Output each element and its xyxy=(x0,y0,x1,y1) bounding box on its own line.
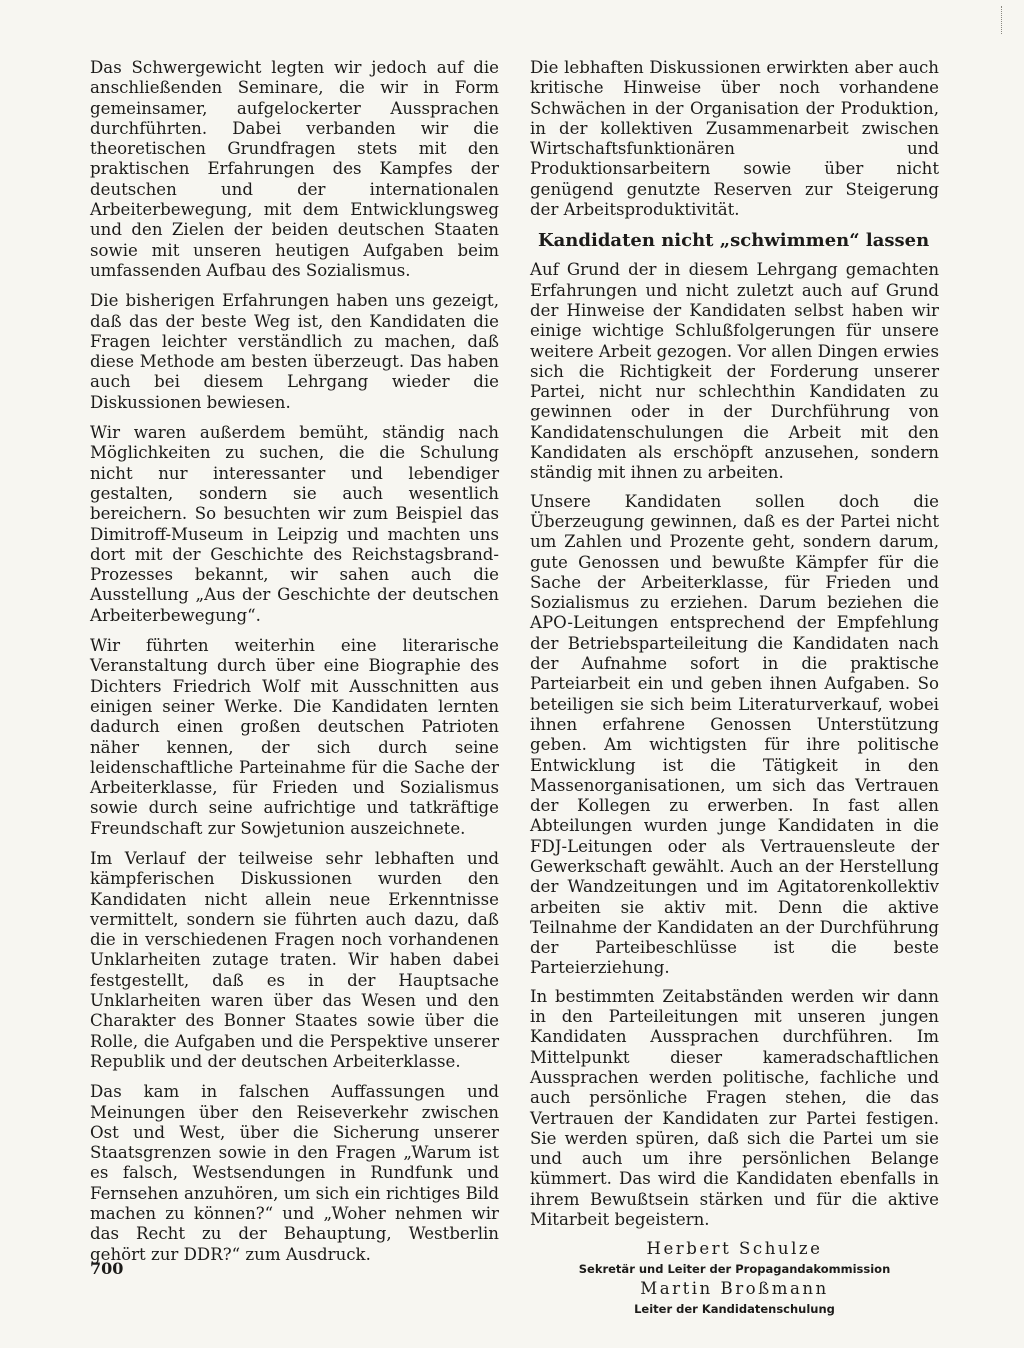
left-paragraph-6: Das kam in falschen Auffassungen und Meinungen über den Reiseverkehr zwischen Ost und West, über die Sicherung unserer Staatsgrenzen sowie in den Fragen „Warum ist es falsch, Westsendungen in Rundfunk und Fernsehen anzuhören, um sich ein richtiges Bild machen zu können?“ und „Woher nehmen wir das Recht zu der Behauptung, Westberlin gehört zur DDR?“ zum Ausdruck. xyxy=(90,1082,499,1264)
signature-block xyxy=(530,1238,939,1318)
margin-mark xyxy=(1001,6,1006,34)
page-number: 700 xyxy=(90,1259,124,1278)
left-paragraph-3: Wir waren außerdem bemüht, ständig nach Möglichkeiten zu suchen, die die Schulung nicht nur interessanter und lebendiger gestalten, sondern sie auch wesentlich bereichern. So besuchten wir zum Beispiel das Dimitroff-Museum in Leipzig und machten uns dort mit der Geschichte des Reichstagsbrand-Prozesses bekannt, wir sahen auch die Ausstellung „Aus der Geschichte der deutschen Arbeiterbewegung“. xyxy=(90,423,499,625)
section-heading: Kandidaten nicht „schwimmen“ lassen xyxy=(538,230,930,252)
signature-role-1: Sekretär und Leiter der Propagandakommission xyxy=(578,1262,891,1277)
right-intro-paragraph: Die lebhaften Diskussionen erwirkten aber auch kritische Hinweise über noch vorhandene Schwächen in der Organisation der Produktion, in der kollektiven Zusammenarbeit zwischen Wirtschaftsfunktionären und Produktionsarbeitern sowie über nicht genügend genutzte Reserven zur Steigerung der Arbeitsproduktivität. xyxy=(530,58,939,220)
left-paragraph-2: Die bisherigen Erfahrungen haben uns gezeigt, daß das der beste Weg ist, den Kandidaten die Fragen leichter verständlich zu machen, daß diese Methode am besten überzeugt. Das haben auch bei diesem Lehrgang wieder die Diskussionen bewiesen. xyxy=(90,291,499,412)
signature-name-1: Herbert Schulze xyxy=(646,1239,823,1259)
left-paragraph-1: Das Schwergewicht legten wir jedoch auf die anschließenden Seminare, die wir in Form gemeinsamer, aufgelockerter Aussprachen durchführten. Dabei verbanden wir die theoretischen Grundfragen stets mit den praktischen Erfahrungen des Kampfes der deutschen und der internationalen Arbeiterbewegung, mit dem Entwicklungsweg und den Zielen der beiden deutschen Staaten sowie mit unseren heutigen Aufgaben beim umfassenden Aufbau des Sozialismus. xyxy=(90,58,499,280)
left-paragraph-4: Wir führten weiterhin eine literarische Veranstaltung durch über eine Biographie des Dichters Friedrich Wolf mit Ausschnitten aus einigen seiner Werke. Die Kandidaten lernten dadurch einen großen deutschen Patrioten näher kennen, der sich durch seine leidenschaftliche Parteinahme für die Sache der Arbeiterklasse, für Frieden und Sozialismus sowie durch seine aufrichtige und tatkräftige Freundschaft zur Sowjetunion auszeichnete. xyxy=(90,636,499,838)
signature-name-2: Martin Broßmann xyxy=(640,1279,829,1299)
right-paragraph-1: Auf Grund der in diesem Lehrgang gemachten Erfahrungen und nicht zuletzt auch auf Grund der Hinweise der Kandidaten selbst haben wir einige wichtige Schlußfolgerungen für unsere weitere Arbeit gezogen. Vor allen Dingen erwies sich die Richtigkeit der Forderung unserer Partei, nicht nur schlechthin Kandidaten zu gewinnen oder in der Durchführung von Kandidatenschulungen die Arbeit mit den Kandidaten als erschöpft anzusehen, sondern ständig mit ihnen zu arbeiten. xyxy=(530,260,939,483)
left-column xyxy=(90,58,499,1275)
left-paragraph-5: Im Verlauf der teilweise sehr lebhaften und kämpferischen Diskussionen wurden den Kandidaten nicht allein neue Erkenntnisse vermittelt, sondern sie führten auch dazu, daß die in verschiedenen Fragen noch vorhandenen Unklarheiten zutage traten. Wir haben dabei festgestellt, daß es in der Hauptsache Unklarheiten waren über das Wesen und den Charakter des Bonner Staates sowie über die Rolle, die Aufgaben und die Perspektive unserer Republik und der deutschen Arbeiterklasse. xyxy=(90,848,499,1071)
signature-role-2: Leiter der Kandidatenschulung xyxy=(634,1302,835,1317)
right-paragraph-2: Unsere Kandidaten sollen doch die Überzeugung gewinnen, daß es der Partei nicht um Zahlen und Prozente geht, sondern darum, gute Genossen und bewußte Kämpfer für die Sache der Arbeiterklasse, für Frieden und Sozialismus zu erziehen. Darum beziehen die APO-Leitungen entsprechend der Empfehlung der Betriebsparteileitung die Kandidaten nach der Aufnahme sofort in die praktische Parteiarbeit ein und geben ihnen Aufgaben. So beteiligen sie sich beim Literaturverkauf, wobei ihnen erfahrene Genossen Unterstützung geben. Am wichtigsten für ihre politische Entwicklung ist die Tätigkeit in den Massenorganisationen, um sich das Vertrauen der Kollegen zu erwerben. In fast allen Abteilungen wurden junge Kandidaten in die FDJ-Leitungen oder als Vertrauensleute der Gewerkschaft gewählt. Auch an der Herstellung der Wandzeitungen und im Agitatorenkollektiv arbeiten sie aktiv mit. Denn die aktive Teilnahme der Kandidaten an der Durchführung der Parteibeschlüsse ist die beste Parteierziehung. xyxy=(530,491,939,978)
right-paragraph-3: In bestimmten Zeitabständen werden wir dann in den Parteileitungen mit unseren jungen Kandidaten Aussprachen durchführen. Im Mittelpunkt dieser kameradschaftlichen Aussprachen werden politische, fachliche und auch persönliche Fragen stehen, die das Vertrauen der Kandidaten zur Partei festigen. Sie werden spüren, daß sich die Partei um sie und auch um ihre persönlichen Belange kümmert. Das wird die Kandidaten ebenfalls in ihrem Bewußtsein stärken und für die aktive Mitarbeit begeistern. xyxy=(530,986,939,1230)
right-column xyxy=(530,58,939,1318)
